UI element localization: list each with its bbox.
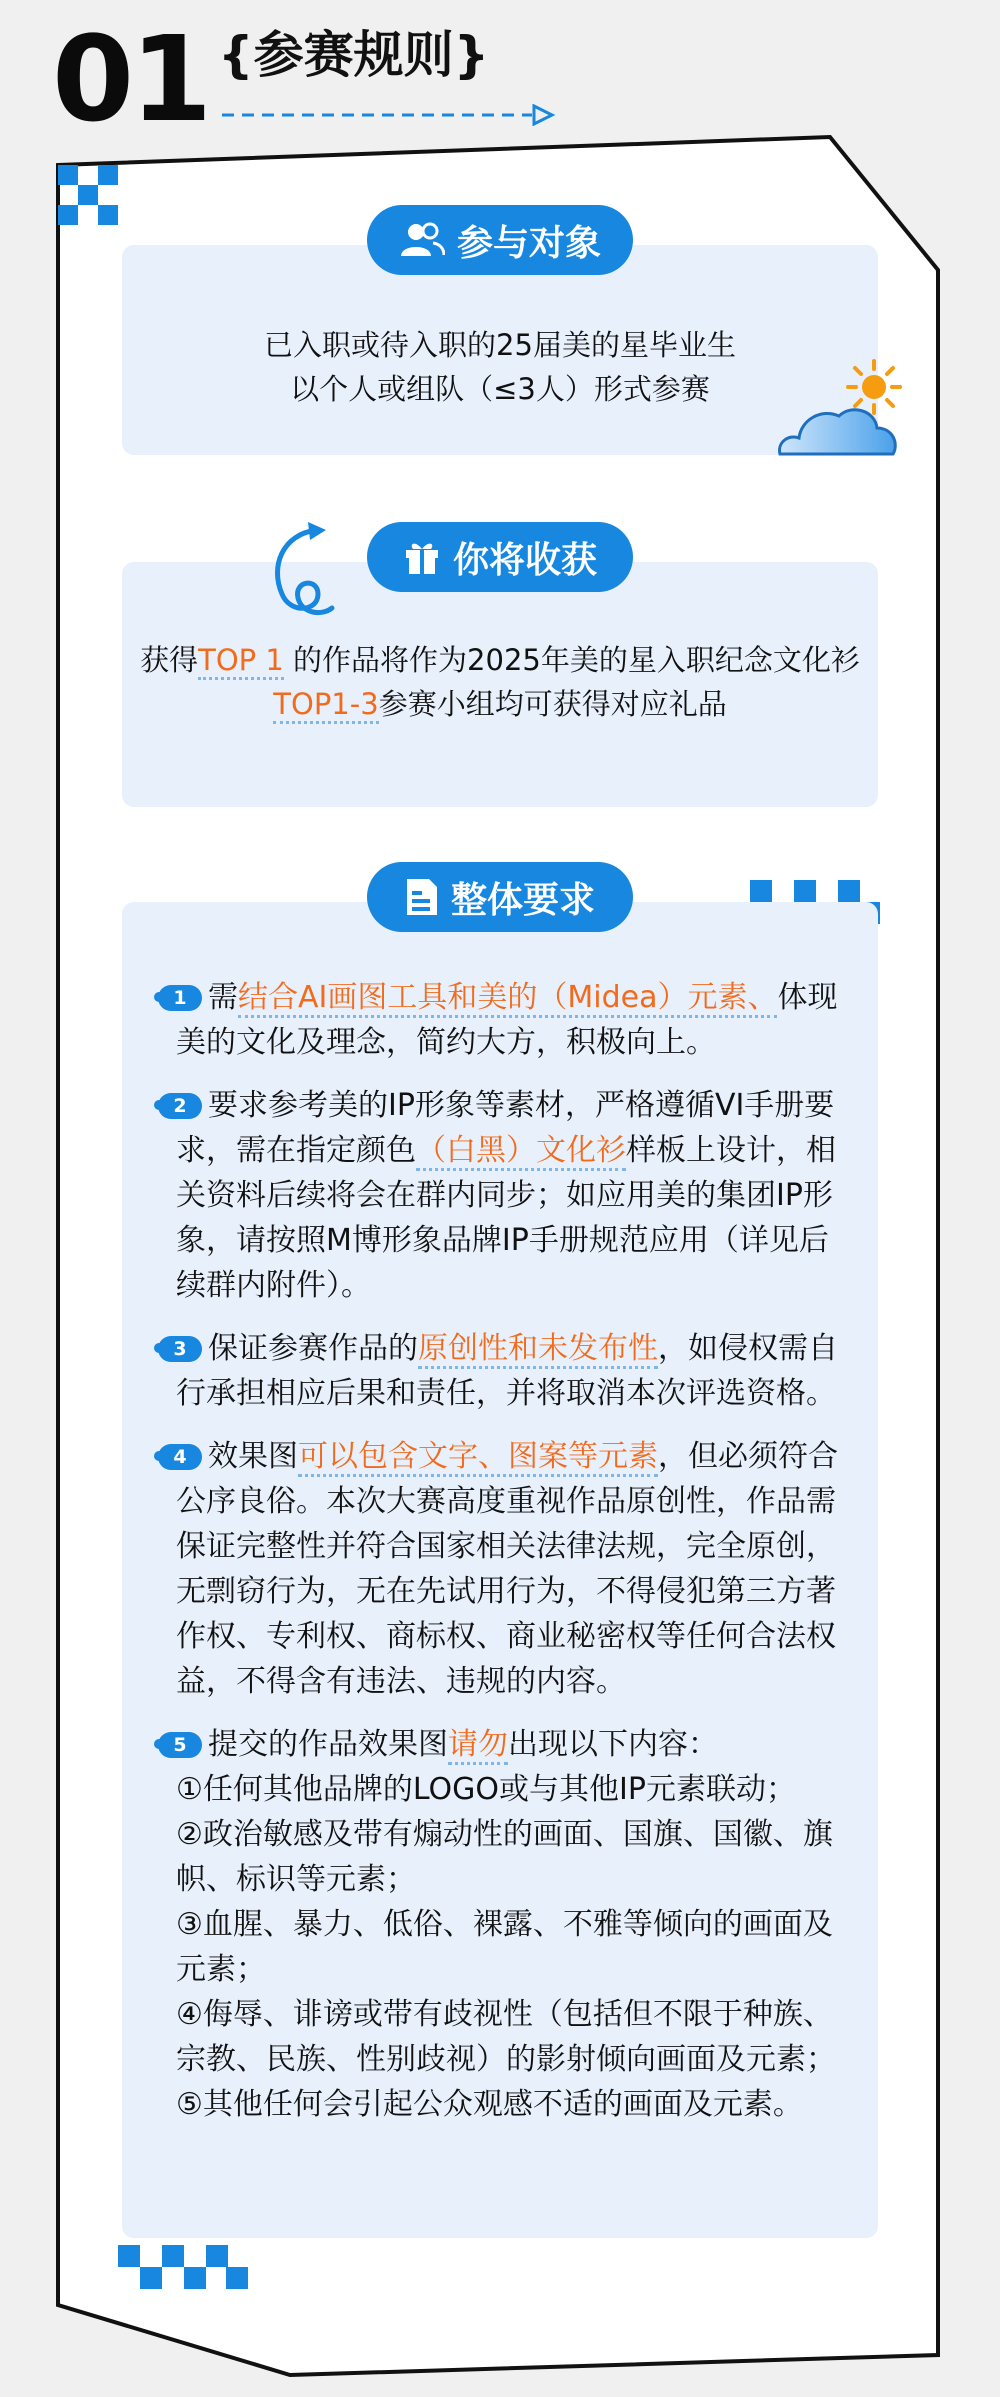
rewards-line-1 xyxy=(122,638,878,679)
requirement-item-4 xyxy=(158,1434,838,1704)
requirement-1-post: 体现美的文化及理念，简约大方，积极向上。 xyxy=(176,980,838,1060)
requirements-pill-label: 整体要求 xyxy=(450,879,595,921)
prohibited-item-1: ①任何其他品牌的LOGO或与其他IP元素联动； xyxy=(176,1772,796,1807)
requirement-item-2 xyxy=(158,1083,838,1308)
participants-card xyxy=(122,245,878,455)
checker-pattern-top-left xyxy=(58,165,118,225)
rewards-pill xyxy=(367,522,633,592)
number-badge: 3 xyxy=(158,1336,202,1362)
section-number: 01 xyxy=(52,10,209,148)
requirement-5-pre: 提交的作品效果图 xyxy=(208,1727,448,1762)
requirement-1-pre: 需 xyxy=(208,980,238,1015)
rewards-card xyxy=(122,562,878,807)
requirement-3-post: ，如侵权需自行承担相应后果和责任，并将取消本次评选资格。 xyxy=(176,1331,838,1411)
requirement-item-5 xyxy=(158,1722,838,2127)
participants-line-2: 以个人或组队（≤3人）形式参赛 xyxy=(290,372,710,406)
requirement-1-highlight: 结合AI画图工具和美的（Midea）元素、 xyxy=(238,980,777,1018)
number-badge: 5 xyxy=(158,1732,202,1758)
number-badge: 2 xyxy=(158,1093,202,1119)
requirements-list xyxy=(158,975,838,2145)
section-title: {参赛规则} xyxy=(218,26,490,84)
requirements-pill xyxy=(367,862,633,932)
requirement-3-highlight: 原创性和未发布性 xyxy=(418,1331,658,1369)
prohibited-item-2: ②政治敏感及带有煽动性的画面、国旗、国徽、旗帜、标识等元素； xyxy=(176,1817,833,1897)
rewards-line-1-pre: 获得 xyxy=(140,643,199,677)
requirement-4-post: ，但必须符合公序良俗。本次大赛高度重视作品原创性，作品需保证完整性并符合国家相关法律法规，完全原创，无剽窃行为，无在先试用行为，不得侵犯第三方著作权、专利权、商标权、商业秘密权等任何合法权益，不得含有违法、违规的内容。 xyxy=(176,1439,838,1699)
requirement-2-post: 样板上设计，相关资料后续将会在群内同步；如应用美的集团IP形象，请按照M博形象品牌IP手册规范应用（详见后续群内附件）。 xyxy=(176,1133,836,1303)
requirement-item-3 xyxy=(158,1326,838,1416)
curl-arrow-icon xyxy=(262,522,342,622)
requirement-5-highlight: 请勿 xyxy=(448,1727,508,1765)
checker-pattern-bottom xyxy=(118,2245,248,2289)
requirement-2-pre: 要求参考美的IP形象等素材，严格遵循VI手册要求，需在指定颜色 xyxy=(176,1088,835,1168)
requirement-4-highlight: 可以包含文字、图案等元素 xyxy=(298,1439,658,1477)
rewards-pill-label: 你将收获 xyxy=(452,539,597,581)
rewards-line-2-post: 参赛小组均可获得对应礼品 xyxy=(378,687,727,721)
number-badge: 4 xyxy=(158,1444,202,1470)
requirement-item-1 xyxy=(158,975,838,1065)
requirement-2-highlight: （白黑）文化衫 xyxy=(416,1133,626,1171)
number-badge: 1 xyxy=(158,985,202,1011)
rewards-line-1-post: 的作品将作为2025年美的星入职纪念文化衫 xyxy=(283,643,860,677)
rewards-top1-3-highlight: TOP1-3 xyxy=(273,687,378,724)
participants-pill-label: 参与对象 xyxy=(456,222,601,264)
cloud-icon xyxy=(775,398,900,458)
prohibited-item-5: ⑤其他任何会引起公众观感不适的画面及元素。 xyxy=(176,2087,803,2122)
rewards-line-2 xyxy=(122,682,878,723)
document-icon xyxy=(405,877,439,917)
requirement-4-pre: 效果图 xyxy=(208,1439,298,1474)
prohibited-item-3: ③血腥、暴力、低俗、裸露、不雅等倾向的画面及元素； xyxy=(176,1907,833,1987)
gift-icon xyxy=(403,538,441,576)
participants-line-1: 已入职或待入职的25届美的星毕业生 xyxy=(264,328,736,362)
requirement-5-post: 出现以下内容： xyxy=(508,1727,718,1762)
requirement-3-pre: 保证参赛作品的 xyxy=(208,1331,418,1366)
rewards-top1-highlight: TOP 1 xyxy=(198,643,284,680)
participants-pill xyxy=(367,205,633,275)
prohibited-item-4: ④侮辱、诽谤或带有歧视性（包括但不限于种族、宗教、民族、性别歧视）的影射倾向画面及元素； xyxy=(176,1997,836,2077)
people-icon xyxy=(399,222,445,258)
